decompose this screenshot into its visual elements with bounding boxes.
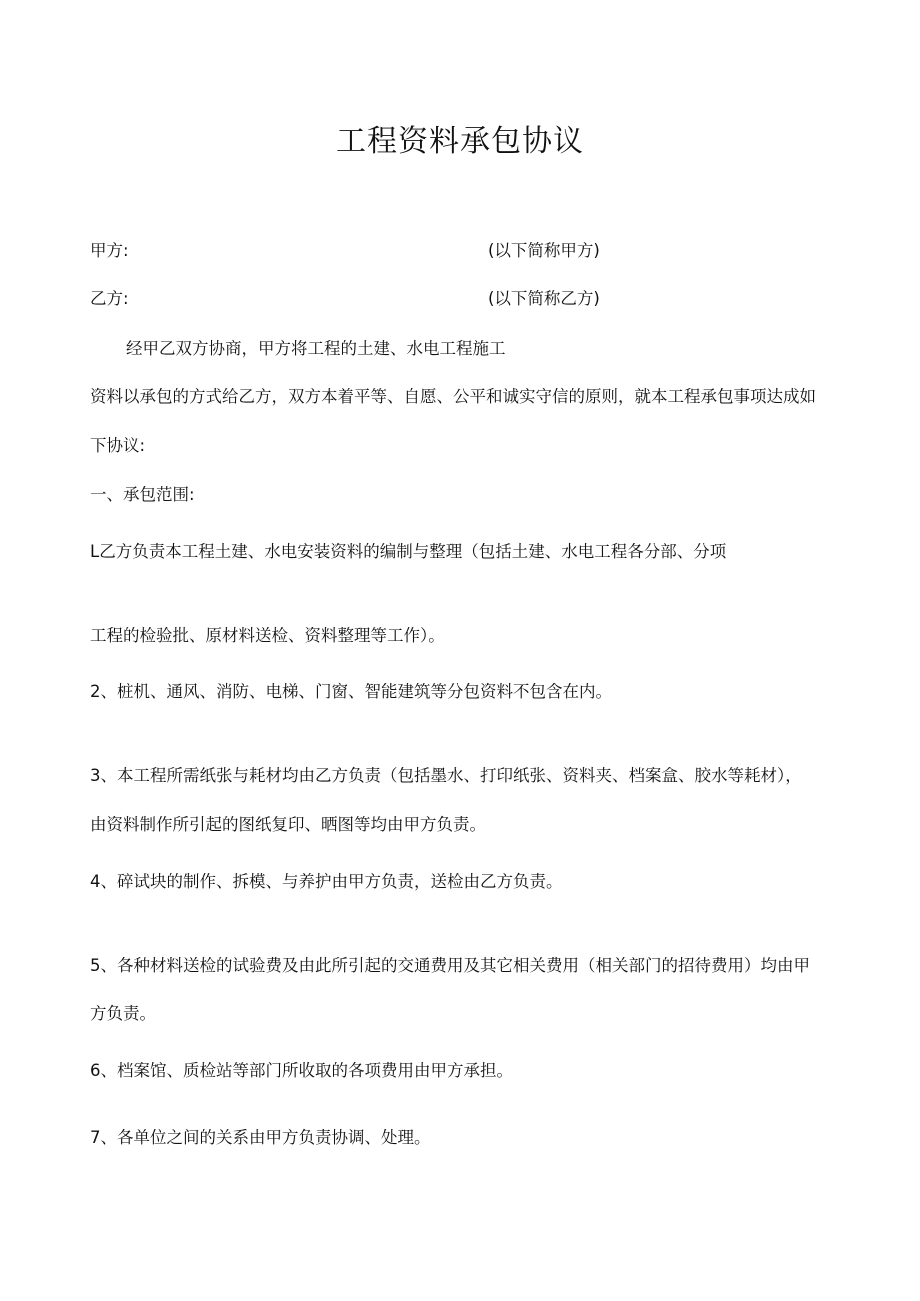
clause-1-line-1: L乙方负责本工程土建、水电安装资料的编制与整理（包括土建、水电工程各分部、分项 (90, 542, 727, 561)
clause-5-line-2: 方负责。 (90, 1004, 156, 1023)
section-1-heading: 一、承包范围: (90, 485, 195, 504)
party-b-note: (以下简称乙方) (488, 289, 600, 308)
clause-7: 7、各单位之间的关系由甲方负责协调、处理。 (90, 1128, 431, 1147)
clause-2: 2、桩机、通风、消防、电梯、门窗、智能建筑等分包资料不包含在内。 (90, 682, 612, 701)
intro-line-3: 下协议: (90, 436, 146, 455)
document-title: 工程资料承包协议 (336, 124, 584, 159)
party-b-label: 乙方: (90, 289, 129, 308)
intro-line-1: 经甲乙双方协商，甲方将工程的土建、水电工程施工 (126, 339, 506, 358)
clause-6: 6、档案馆、质检站等部门所收取的各项费用由甲方承担。 (90, 1061, 513, 1080)
clause-4: 4、碎试块的制作、拆模、与养护由甲方负责，送检由乙方负责。 (90, 872, 563, 891)
clause-5-line-1: 5、各种材料送检的试验费及由此所引起的交通费用及其它相关费用（相关部门的招待费用）均由甲 (90, 956, 810, 975)
party-a-note: (以下简称甲方) (488, 241, 600, 260)
intro-line-2: 资料以承包的方式给乙方，双方本着平等、自愿、公平和诚实守信的原则，就本工程承包事项达成如 (90, 387, 816, 406)
clause-3-line-2: 由资料制作所引起的图纸复印、晒图等均由甲方负责。 (90, 815, 486, 834)
clause-3-line-1: 3、本工程所需纸张与耗材均由乙方负责（包括墨水、打印纸张、资料夹、档案盒、胶水等耗材）， (90, 766, 802, 785)
clause-1-line-2: 工程的检验批、原材料送检、资料整理等工作）。 (90, 626, 445, 645)
party-a-label: 甲方: (90, 241, 129, 260)
